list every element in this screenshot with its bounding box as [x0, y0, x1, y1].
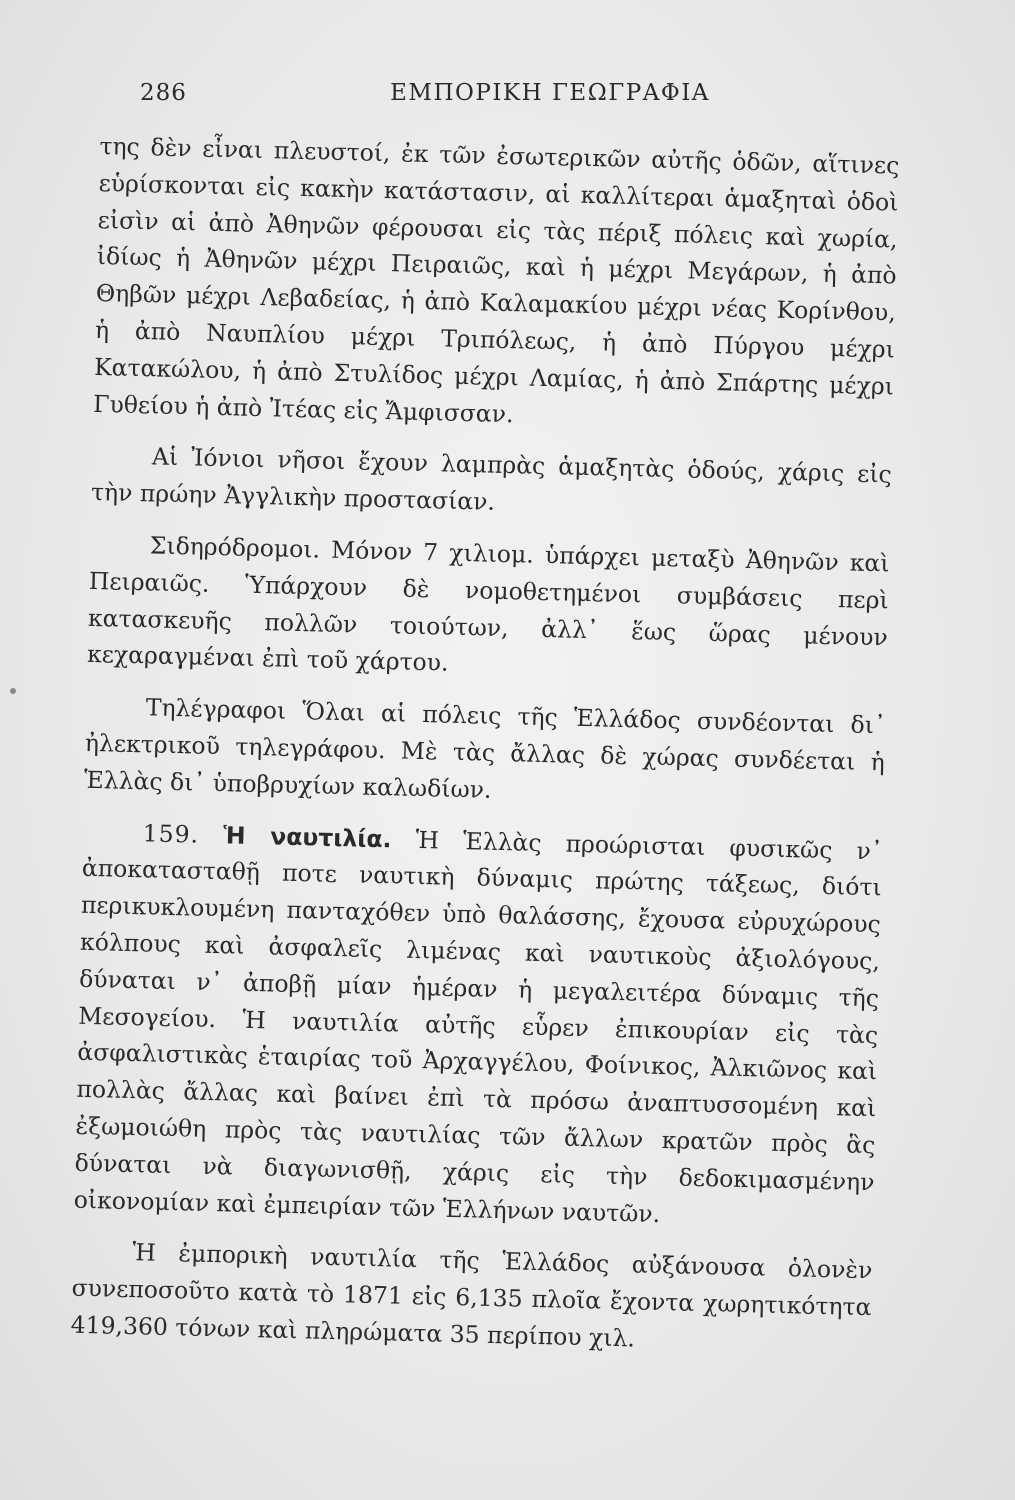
section-paragraph — [73, 813, 883, 1237]
section-title: Ἡ ναυτιλία. — [222, 820, 392, 853]
page-header — [140, 80, 900, 120]
paragraph-telegraphs: Τηλέγραφοι Ὅλαι αἱ πόλεις τῆς Ἑλλάδος συνδέονται δι᾽ ἠλεκτρικοῦ τηλεγράφου. Μὲ τὰς ἄλλας δὲ χώρας συνδέεται ἡ Ἑλλὰς δι᾽ ὑποβρυχίων καλωδίων. — [83, 693, 886, 804]
paragraph-merchant-shipping: Ἡ ἐμπορικὴ ναυτιλία τῆς Ἑλλάδος αὐξάνουσα ὁλονὲν συνεποσοῦτο κατὰ τὸ 1871 εἰς 6,135 πλοῖα ἔχοντα χωρητικότητα 419,360 τόνων καὶ πληρώματα 35 περίπου χιλ. — [70, 1238, 873, 1353]
section-number: 159. — [142, 818, 200, 849]
running-title: ΕΜΠΟΡΙΚΗ ΓΕΩΓΡΑΦΙΑ — [390, 80, 710, 106]
section-text: Ἡ Ἑλλὰς προώρισται φυσικῶς ν᾽ ἀποκατασταθῇ ποτε ναυτικὴ δύναμις πρώτης τάξεως, διότι περικυκλουμένη πανταχόθεν ὑπὸ θαλάσσης, ἔχουσα εὐρυχώρους κόλπους καὶ ἀσφαλεῖς λιμένας καὶ ναυτικοὺς ἀξιολόγους, δύναται ν᾽ ἀποβῇ μίαν ἡμέραν ἡ μεγαλειτέρα δύναμις τῆς Μεσογείου. Ἡ ναυτιλία αὐτῆς εὗρεν ἐπικουρίαν εἰς τὰς ἀσφαλιστικὰς ἑταιρίας τοῦ Ἀρχαγγέλου, Φοίνικος, Ἀλκιῶνος καὶ πολλὰς ἄλλας καὶ βαίνει ἐπὶ τὰ πρόσω ἀναπτυσσομένη καὶ ἐξωμοιώθη πρὸς τὰς ναυτιλίας τῶν ἄλλων κρατῶν πρὸς ἃς δύναται νὰ διαγωνισθῇ, χάρις εἰς τὴν δεδοκιμασμένην οἰκονομίαν καὶ ἐμπειρίαν τῶν Ἑλλήνων ναυτῶν. — [73, 825, 883, 1228]
paragraph-railways: Σιδηρόδρομοι. Μόνον 7 χιλιομ. ὑπάρχει μεταξὺ Ἀθηνῶν καὶ Πειραιῶς. Ὑπάρχουν δὲ νομοθετημένοι συμβάσεις περὶ κατασκευῆς πολλῶν τοιούτων, ἀλλ᾽ ἕως ὥρας μένουν κεχαραγμέναι ἐπὶ τοῦ χάρτου. — [86, 531, 890, 678]
paragraph-ionian-islands: Αἱ Ἰόνιοι νῆσοι ἔχουν λαμπρὰς ἁμαξητὰς ὁδούς, χάρις εἰς τὴν πρώην Ἀγγλικὴν προστασίαν. — [90, 442, 893, 516]
page-number: 286 — [140, 80, 187, 106]
page-body — [70, 128, 899, 1363]
ink-speck — [10, 688, 16, 694]
paragraph-roads: της δὲν εἶναι πλευστοί, ἐκ τῶν ἐσωτερικῶν αὐτῆς ὁδῶν, αἵτινες εὑρίσκονται εἰς κακὴν κατάστασιν, αἱ καλλίτεραι ἁμαξηταὶ ὁδοὶ εἰσὶν αἱ ἀπὸ Ἀθηνῶν φέρουσαι εἰς τὰς πέριξ πόλεις καὶ χωρία, ἰδίως ἡ Ἀθηνῶν μέχρι Πειραιῶς, καὶ ἡ μέχρι Μεγάρων, ἡ ἀπὸ Θηβῶν μέχρι Λεβαδείας, ἡ ἀπὸ Καλαμακίου μέχρι νέας Κορίνθου, ἡ ἀπὸ Ναυπλίου μέχρι Τριπόλεως, ἡ ἀπὸ Πύργου μέχρι Κατακώλου, ἡ ἀπὸ Στυλίδος μέχρι Λαμίας, ἡ ἀπὸ Σπάρτης μέχρι Γυθείου ἡ ἀπὸ Ἰτέας εἰς Ἄμφισσαν. — [92, 131, 900, 428]
